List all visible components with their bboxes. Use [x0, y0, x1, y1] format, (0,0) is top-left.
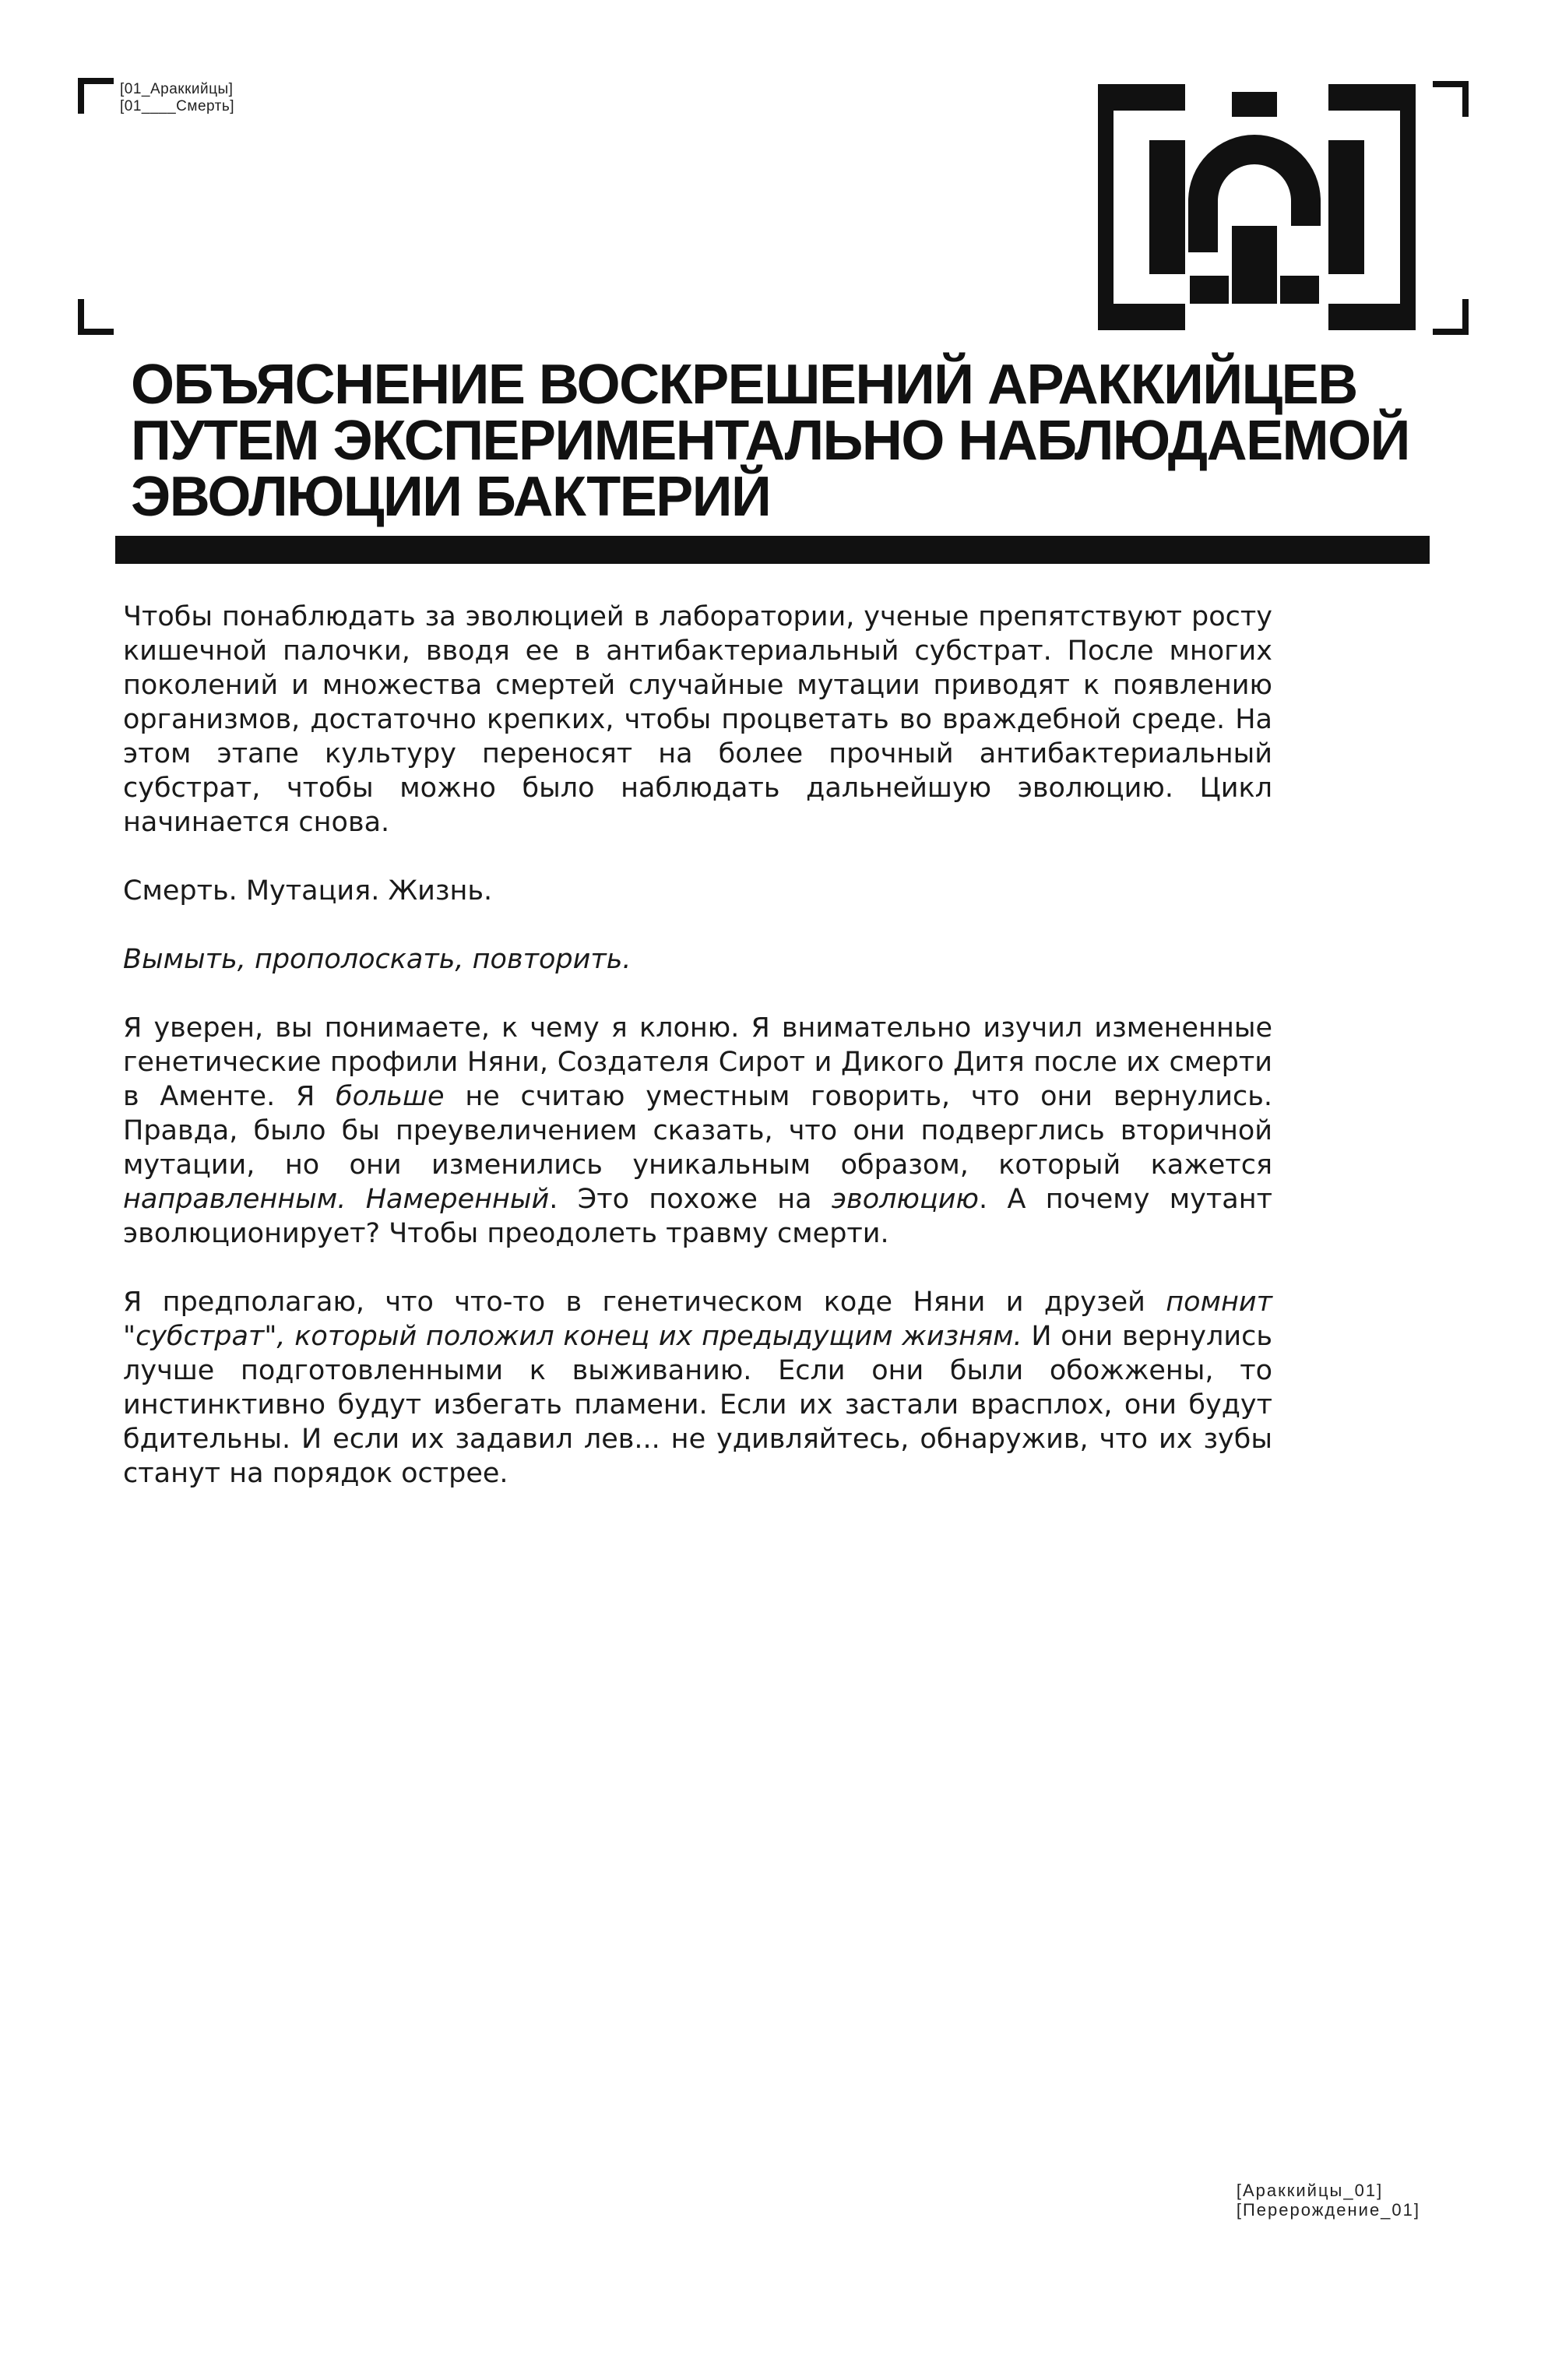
paragraph-2: Смерть. Мутация. Жизнь. [123, 875, 493, 907]
p5-text-1: Я предполагаю, что что-то в генетическом коде Няни и друзей [123, 1287, 1166, 1318]
p4-italic-2: направленным. Намеренный [123, 1184, 550, 1215]
footer-tag [1237, 2181, 1420, 2220]
p4-text-1: Я уверен, вы понимаете, к чему я клоню. Я внимательно изучил измененные генетические профили Няни, Создателя Сирот и Дикого Дитя после их смерти в Аменте. Я [123, 1012, 1272, 1112]
corner-mark-top-right [1433, 81, 1469, 117]
page-title: ОБЪЯСНЕНИЕ ВОСКРЕШЕНИЙ АРАККИЙЦЕВ ПУТЕМ ЭКСПЕРИМЕНТАЛЬНО НАБЛЮДАЕМОЙ ЭВОЛЮЦИИ БАКТЕРИЙ [131, 354, 1409, 528]
corner-mark-bottom-right [1433, 299, 1469, 335]
arakkii-emblem-icon [1098, 84, 1416, 330]
article-body [123, 600, 1272, 1525]
p4-text-3: . Это похоже на [549, 1184, 832, 1215]
paragraph-3 [123, 942, 1272, 977]
p4-text-2: не считаю уместным говорить, что они вернулись. Правда, было бы преувеличением сказать, что они подверглись вторичной мутации, но они изменились уникальным образом, который кажется [123, 1081, 1272, 1181]
p4-italic-1: больше [336, 1081, 445, 1112]
header-tag-line2: [01____Смерть] [120, 98, 235, 114]
p4-italic-3: эволюцию [831, 1184, 980, 1215]
p4-text-4: . А почему мутант эволюционирует? Чтобы преодолеть травму смерти. [123, 1184, 1272, 1249]
p5-italic-1: помнит "субстрат", который положил конец их предыдущим жизням. [123, 1287, 1272, 1352]
paragraph-1: Чтобы понаблюдать за эволюцией в лаборатории, ученые препятствуют росту кишечной палочки, вводя ее в антибактериальный субстрат. После многих поколений и множества смертей случайные мутации приводят к появлению организмов, достаточно крепких, чтобы процветать во враждебной среде. На этом этапе культуру переносят на более прочный антибактериальный субстрат, чтобы можно было наблюдать дальнейшую эволюцию. Цикл начинается снова. [123, 601, 1272, 838]
corner-mark-bottom-left [78, 299, 114, 335]
paragraph-5 [123, 1285, 1272, 1491]
paragraph-3-italic: Вымыть, прополоскать, повторить. [123, 944, 632, 975]
header-tag [120, 81, 234, 115]
corner-mark-top-left [78, 78, 114, 114]
footer-tag-line1: [Араккийцы_01] [1236, 2181, 1384, 2200]
footer-tag-line2: [Перерождение_01] [1236, 2200, 1420, 2220]
title-underline-bar [115, 536, 1430, 564]
p5-text-2: И они вернулись лучше подготовленными к выживанию. Если они были обожжены, то инстинктивно будут избегать пламени. Если их застали врасплох, они будут бдительны. И если их задавил лев... не удивляйтесь, обнаружив, что их зубы станут на порядок острее. [123, 1321, 1272, 1489]
header-tag-line1: [01_Араккийцы] [120, 81, 234, 97]
paragraph-4 [123, 1011, 1272, 1251]
